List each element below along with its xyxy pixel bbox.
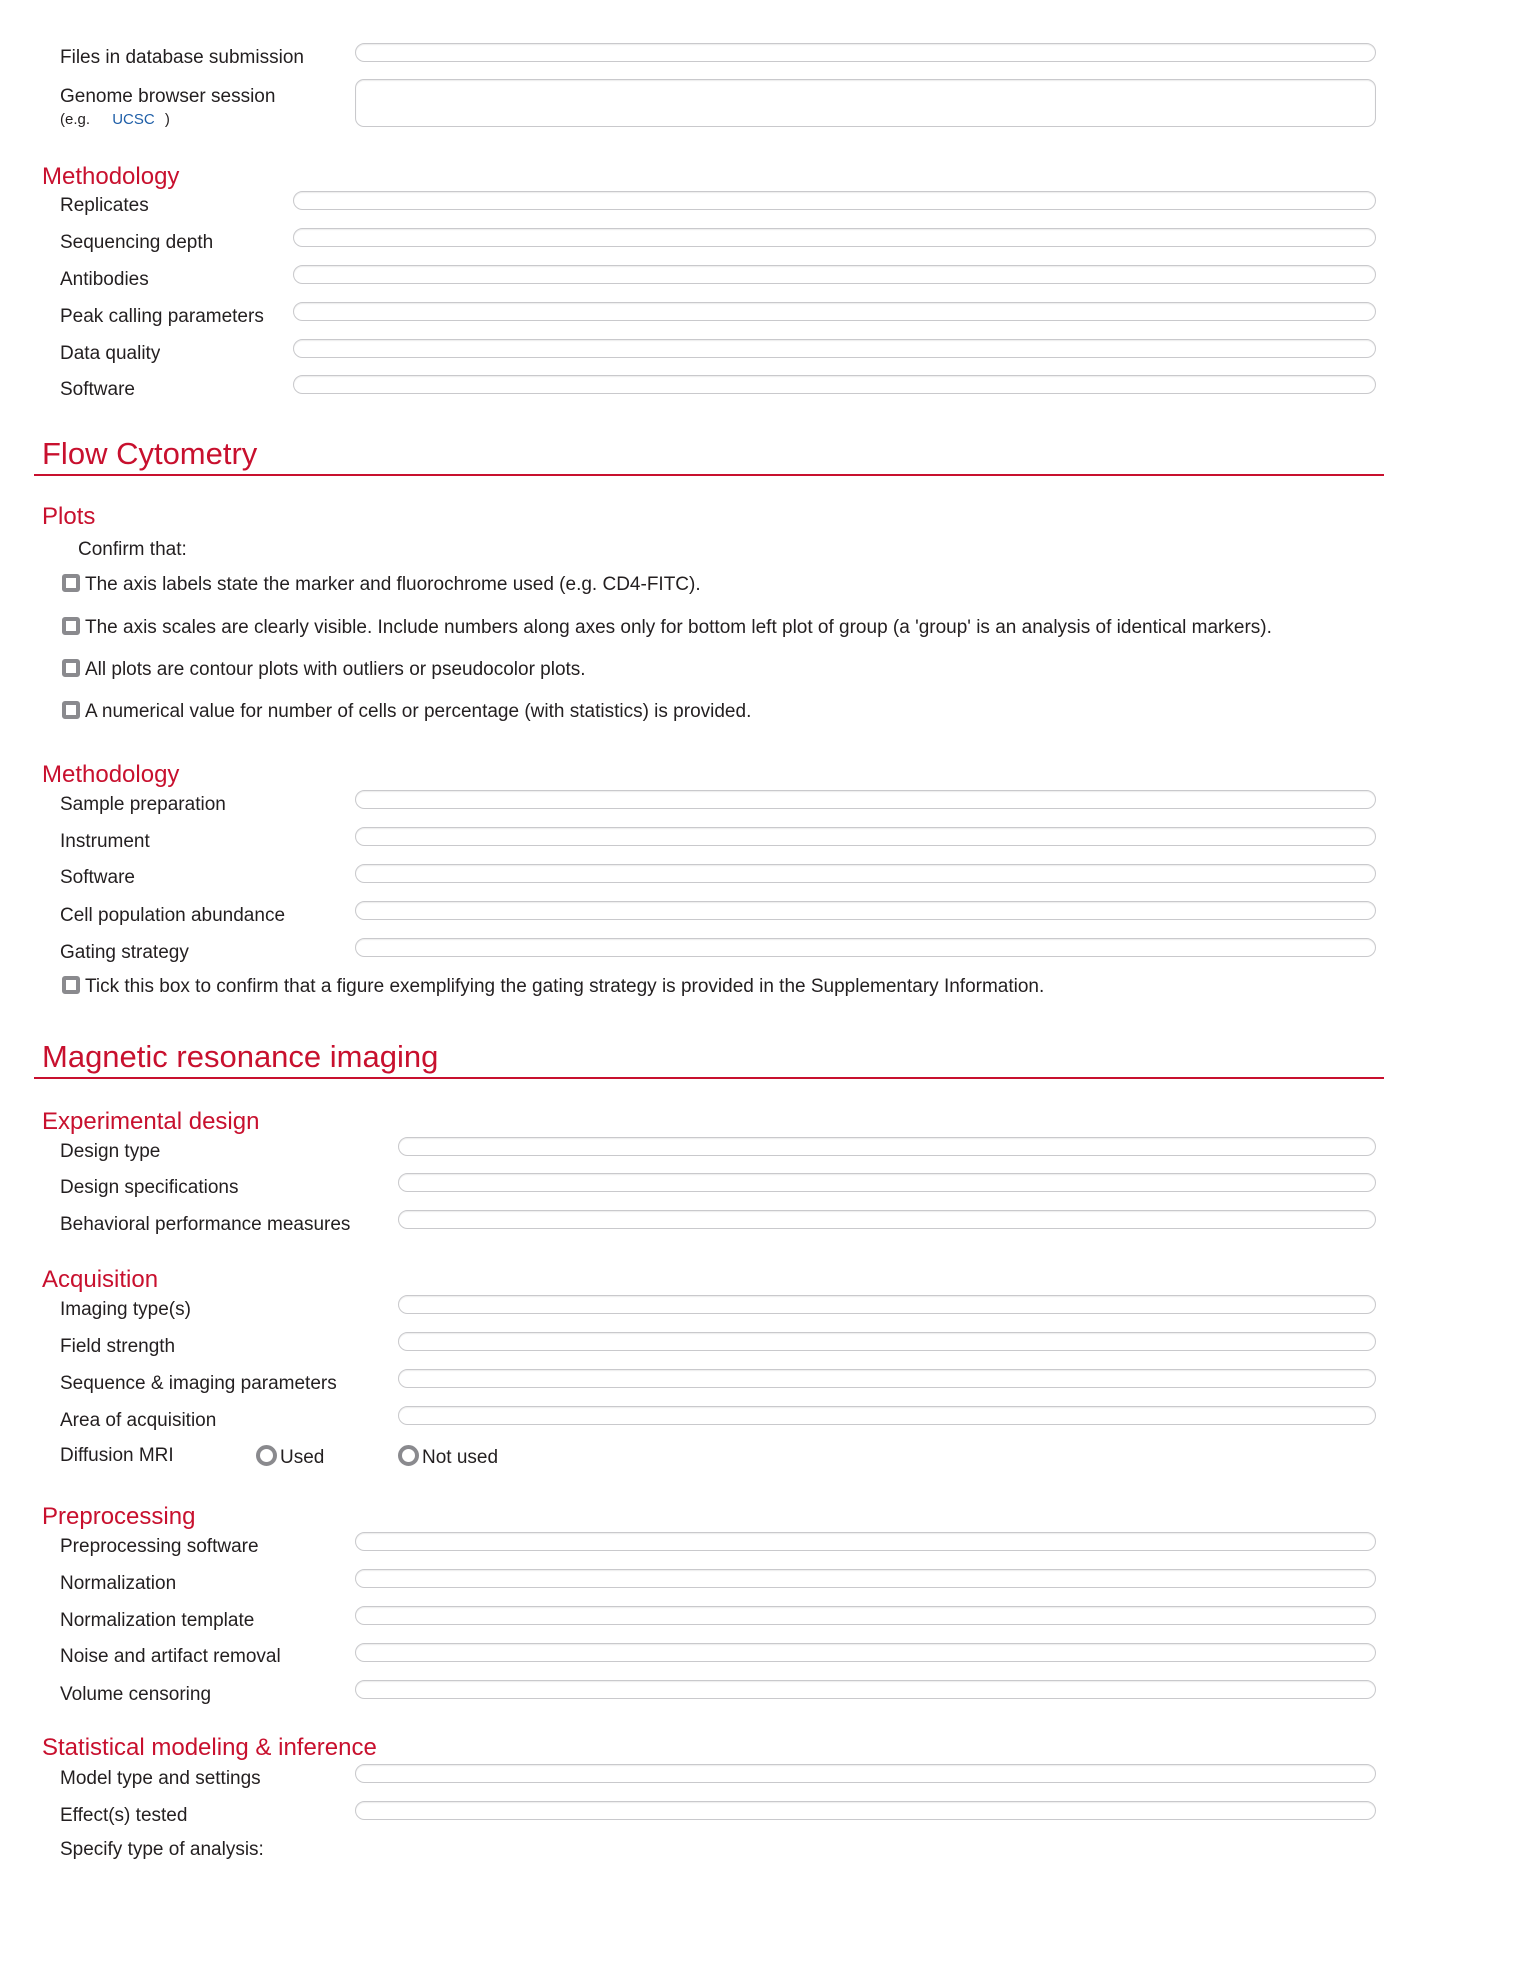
cell-population-field[interactable] — [355, 901, 1376, 920]
volume-censoring-label: Volume censoring — [60, 1684, 212, 1705]
numerical-value-checkbox[interactable] — [62, 701, 80, 719]
normalization-template-label: Normalization template — [60, 1610, 255, 1631]
data-quality-label: Data quality — [60, 343, 161, 364]
genome-browser-field[interactable] — [355, 79, 1376, 127]
axis-labels-checkbox[interactable] — [62, 574, 80, 592]
preprocessing-software-field[interactable] — [355, 1532, 1376, 1551]
gating-confirm-text: Tick this box to confirm that a figure exemplifying the gating strategy is provided in the Supplementary Information. — [85, 976, 1045, 997]
axis-labels-text: The axis labels state the marker and fluorochrome used (e.g. CD4-FITC). — [85, 574, 701, 595]
plots-heading: Plots — [42, 503, 96, 530]
volume-censoring-field[interactable] — [355, 1680, 1376, 1699]
model-type-label: Model type and settings — [60, 1768, 261, 1789]
peak-calling-field[interactable] — [293, 302, 1376, 321]
sequencing-depth-label: Sequencing depth — [60, 232, 214, 253]
cell-population-label: Cell population abundance — [60, 905, 286, 926]
numerical-value-text: A numerical value for number of cells or percentage (with statistics) is provided. — [85, 701, 752, 722]
genome-eg-prefix: (e.g. — [60, 111, 91, 128]
statistical-heading: Statistical modeling & inference — [42, 1734, 377, 1761]
effects-tested-field[interactable] — [355, 1801, 1376, 1820]
normalization-template-field[interactable] — [355, 1606, 1376, 1625]
gating-confirm-checkbox[interactable] — [62, 976, 80, 994]
design-specifications-field[interactable] — [398, 1173, 1376, 1192]
diffusion-not-used-radio[interactable] — [398, 1445, 419, 1466]
noise-removal-field[interactable] — [355, 1643, 1376, 1662]
chip-software-field[interactable] — [293, 375, 1376, 394]
design-specifications-label: Design specifications — [60, 1177, 239, 1198]
antibodies-label: Antibodies — [60, 269, 149, 290]
flow-cytometry-title: Flow Cytometry — [42, 436, 258, 471]
design-type-label: Design type — [60, 1141, 161, 1162]
sample-preparation-label: Sample preparation — [60, 794, 226, 815]
area-acquisition-label: Area of acquisition — [60, 1410, 217, 1431]
contour-plots-checkbox[interactable] — [62, 659, 80, 677]
sample-preparation-field[interactable] — [355, 790, 1376, 809]
sequence-parameters-field[interactable] — [398, 1369, 1376, 1388]
antibodies-field[interactable] — [293, 265, 1376, 284]
axis-scales-checkbox[interactable] — [62, 617, 80, 635]
behavioral-measures-field[interactable] — [398, 1210, 1376, 1229]
confirm-intro: Confirm that: — [78, 539, 187, 560]
replicates-label: Replicates — [60, 195, 149, 216]
acquisition-heading: Acquisition — [42, 1266, 159, 1293]
gating-strategy-field[interactable] — [355, 938, 1376, 957]
noise-removal-label: Noise and artifact removal — [60, 1646, 281, 1667]
imaging-type-label: Imaging type(s) — [60, 1299, 191, 1320]
normalization-label: Normalization — [60, 1573, 177, 1594]
genome-eg-suffix: ) — [164, 111, 170, 128]
genome-browser-label: Genome browser session — [60, 86, 276, 107]
diffusion-used-radio[interactable] — [256, 1445, 277, 1466]
flow-cytometry-divider — [34, 474, 1384, 476]
ucsc-link[interactable]: UCSC — [112, 111, 155, 128]
chip-software-label: Software — [60, 379, 135, 400]
instrument-label: Instrument — [60, 831, 150, 852]
files-in-database-label: Files in database submission — [60, 47, 304, 68]
normalization-field[interactable] — [355, 1569, 1376, 1588]
behavioral-measures-label: Behavioral performance measures — [60, 1214, 351, 1235]
files-in-database-field[interactable] — [355, 43, 1376, 62]
gating-strategy-label: Gating strategy — [60, 942, 189, 963]
model-type-field[interactable] — [355, 1764, 1376, 1783]
mri-title: Magnetic resonance imaging — [42, 1039, 439, 1074]
data-quality-field[interactable] — [293, 339, 1376, 358]
imaging-type-field[interactable] — [398, 1295, 1376, 1314]
instrument-field[interactable] — [355, 827, 1376, 846]
sequence-parameters-label: Sequence & imaging parameters — [60, 1373, 337, 1394]
genome-browser-example — [60, 111, 170, 128]
contour-plots-text: All plots are contour plots with outliers or pseudocolor plots. — [85, 659, 586, 680]
sequencing-depth-field[interactable] — [293, 228, 1376, 247]
field-strength-field[interactable] — [398, 1332, 1376, 1351]
diffusion-not-used-text: Not used — [422, 1447, 499, 1468]
preprocessing-software-label: Preprocessing software — [60, 1536, 259, 1557]
flow-software-field[interactable] — [355, 864, 1376, 883]
axis-scales-text: The axis scales are clearly visible. Include numbers along axes only for bottom left plot of group (a 'group' is an analysis of identical markers). — [85, 617, 1272, 638]
experimental-design-heading: Experimental design — [42, 1108, 260, 1135]
design-type-field[interactable] — [398, 1137, 1376, 1156]
diffusion-used-text: Used — [280, 1447, 325, 1468]
effects-tested-label: Effect(s) tested — [60, 1805, 188, 1826]
peak-calling-label: Peak calling parameters — [60, 306, 264, 327]
field-strength-label: Field strength — [60, 1336, 176, 1357]
flow-methodology-heading: Methodology — [42, 761, 180, 788]
preprocessing-heading: Preprocessing — [42, 1503, 196, 1530]
analysis-type-label: Specify type of analysis: — [60, 1839, 264, 1860]
replicates-field[interactable] — [293, 191, 1376, 210]
chip-methodology-heading: Methodology — [42, 163, 180, 190]
mri-divider — [34, 1077, 1384, 1079]
flow-software-label: Software — [60, 867, 135, 888]
diffusion-mri-label: Diffusion MRI — [60, 1445, 174, 1466]
area-acquisition-field[interactable] — [398, 1406, 1376, 1425]
